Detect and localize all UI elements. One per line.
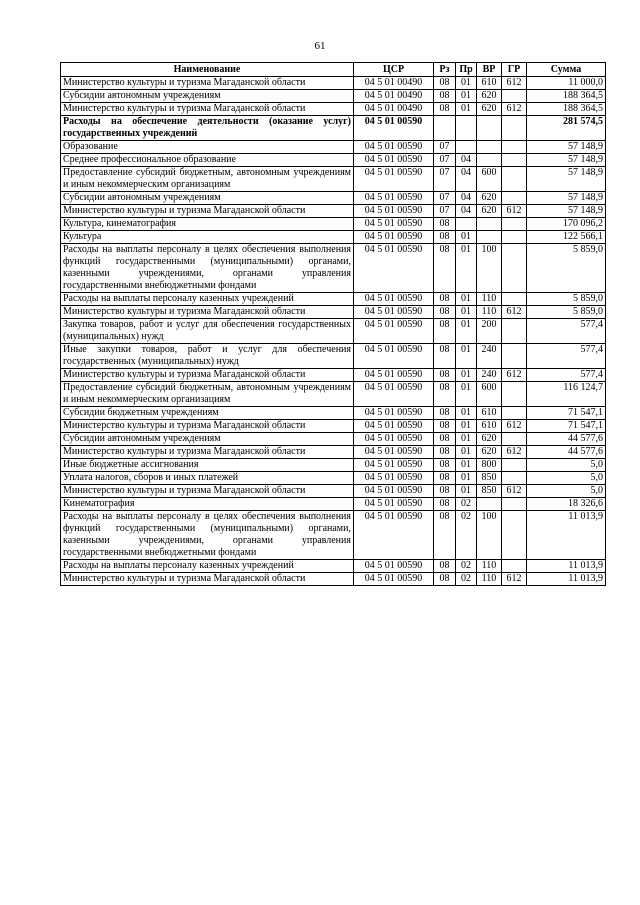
cell-pr: 04: [456, 167, 477, 192]
cell-sum: 57 148,9: [527, 167, 606, 192]
cell-pr: 04: [456, 192, 477, 205]
cell-gr: [502, 244, 527, 293]
cell-vr: 110: [477, 573, 502, 586]
cell-pr: 01: [456, 90, 477, 103]
cell-csr: 04 5 01 00590: [354, 382, 434, 407]
cell-sum: 5,0: [527, 459, 606, 472]
cell-gr: [502, 116, 527, 141]
cell-rz: 08: [434, 446, 456, 459]
cell-sum: 71 547,1: [527, 420, 606, 433]
cell-csr: 04 5 01 00590: [354, 369, 434, 382]
cell-rz: 08: [434, 382, 456, 407]
cell-name: Субсидии автономным учреждениям: [61, 433, 354, 446]
cell-csr: 04 5 01 00590: [354, 319, 434, 344]
cell-sum: 5 859,0: [527, 293, 606, 306]
cell-gr: [502, 511, 527, 560]
cell-rz: [434, 116, 456, 141]
cell-gr: [502, 319, 527, 344]
cell-csr: 04 5 01 00590: [354, 116, 434, 141]
cell-gr: [502, 407, 527, 420]
cell-pr: 01: [456, 420, 477, 433]
cell-vr: 800: [477, 459, 502, 472]
cell-vr: 240: [477, 344, 502, 369]
header-gr: ГР: [502, 63, 527, 77]
cell-vr: 850: [477, 472, 502, 485]
header-name: Наименование: [61, 63, 354, 77]
table-row: [61, 560, 606, 573]
table-row: [61, 167, 606, 192]
cell-name: Субсидии автономным учреждениям: [61, 192, 354, 205]
cell-pr: 01: [456, 103, 477, 116]
table-row: [61, 420, 606, 433]
cell-pr: 01: [456, 369, 477, 382]
cell-rz: 08: [434, 369, 456, 382]
cell-pr: 01: [456, 407, 477, 420]
cell-pr: 01: [456, 344, 477, 369]
table-row: [61, 116, 606, 141]
cell-sum: 281 574,5: [527, 116, 606, 141]
cell-pr: 02: [456, 511, 477, 560]
cell-vr: 100: [477, 511, 502, 560]
cell-pr: 01: [456, 244, 477, 293]
cell-rz: 08: [434, 459, 456, 472]
cell-rz: 08: [434, 433, 456, 446]
table-row: [61, 485, 606, 498]
cell-pr: 01: [456, 306, 477, 319]
cell-pr: 01: [456, 472, 477, 485]
cell-vr: 620: [477, 90, 502, 103]
cell-rz: 07: [434, 167, 456, 192]
cell-sum: 122 566,1: [527, 231, 606, 244]
cell-vr: [477, 218, 502, 231]
cell-vr: 620: [477, 205, 502, 218]
cell-gr: [502, 498, 527, 511]
cell-sum: 5,0: [527, 472, 606, 485]
cell-pr: [456, 116, 477, 141]
cell-csr: 04 5 01 00590: [354, 485, 434, 498]
cell-csr: 04 5 01 00590: [354, 141, 434, 154]
cell-name: Министерство культуры и туризма Магаданской области: [61, 369, 354, 382]
cell-name: Субсидии автономным учреждениям: [61, 90, 354, 103]
cell-pr: 01: [456, 485, 477, 498]
cell-vr: 600: [477, 167, 502, 192]
table-row: [61, 192, 606, 205]
cell-rz: 08: [434, 77, 456, 90]
table-row: [61, 77, 606, 90]
cell-csr: 04 5 01 00590: [354, 167, 434, 192]
cell-csr: 04 5 01 00490: [354, 77, 434, 90]
cell-name: Образование: [61, 141, 354, 154]
header-pr: Пр: [456, 63, 477, 77]
cell-name: Предоставление субсидий бюджетным, автономным учреждениям и иным некоммерческим организациям: [61, 167, 354, 192]
table-row: [61, 369, 606, 382]
cell-name: Субсидии бюджетным учреждениям: [61, 407, 354, 420]
cell-sum: 116 124,7: [527, 382, 606, 407]
cell-name: Расходы на выплаты персоналу в целях обеспечения выполнения функций государственными (муниципальными) органами, казенными учреждениями, органами управления государственными внебюджетными фондами: [61, 511, 354, 560]
cell-gr: [502, 382, 527, 407]
table-row: [61, 459, 606, 472]
cell-csr: 04 5 01 00590: [354, 218, 434, 231]
cell-pr: [456, 218, 477, 231]
cell-rz: 08: [434, 306, 456, 319]
cell-vr: [477, 498, 502, 511]
cell-gr: 612: [502, 573, 527, 586]
table-row: [61, 205, 606, 218]
cell-rz: 08: [434, 511, 456, 560]
cell-rz: 08: [434, 498, 456, 511]
cell-name: Предоставление субсидий бюджетным, автономным учреждениям и иным некоммерческим организациям: [61, 382, 354, 407]
table-row: [61, 141, 606, 154]
cell-vr: [477, 154, 502, 167]
table-row: [61, 472, 606, 485]
cell-vr: [477, 116, 502, 141]
cell-rz: 07: [434, 141, 456, 154]
cell-gr: [502, 90, 527, 103]
cell-pr: 04: [456, 205, 477, 218]
table-body: [61, 77, 606, 586]
table-row: [61, 244, 606, 293]
cell-pr: [456, 141, 477, 154]
cell-rz: 08: [434, 573, 456, 586]
cell-sum: 44 577,6: [527, 433, 606, 446]
cell-name: Расходы на выплаты персоналу казенных учреждений: [61, 293, 354, 306]
cell-pr: 01: [456, 459, 477, 472]
cell-name: Иные бюджетные ассигнования: [61, 459, 354, 472]
cell-gr: [502, 167, 527, 192]
cell-gr: [502, 459, 527, 472]
cell-rz: 08: [434, 420, 456, 433]
cell-csr: 04 5 01 00590: [354, 192, 434, 205]
table-row: [61, 446, 606, 459]
cell-vr: 200: [477, 319, 502, 344]
cell-sum: 577,4: [527, 344, 606, 369]
cell-vr: 850: [477, 485, 502, 498]
cell-vr: 110: [477, 560, 502, 573]
cell-gr: 612: [502, 446, 527, 459]
table-row: [61, 498, 606, 511]
cell-sum: 57 148,9: [527, 192, 606, 205]
cell-name: Министерство культуры и туризма Магаданской области: [61, 77, 354, 90]
cell-vr: 110: [477, 306, 502, 319]
cell-csr: 04 5 01 00590: [354, 420, 434, 433]
cell-pr: 02: [456, 573, 477, 586]
cell-rz: 08: [434, 244, 456, 293]
cell-pr: 02: [456, 560, 477, 573]
cell-name: Расходы на обеспечение деятельности (оказание услуг) государственных учреждений: [61, 116, 354, 141]
cell-sum: 188 364,5: [527, 90, 606, 103]
cell-gr: [502, 433, 527, 446]
cell-name: Министерство культуры и туризма Магаданской области: [61, 485, 354, 498]
cell-rz: 08: [434, 344, 456, 369]
table-row: [61, 319, 606, 344]
cell-vr: 240: [477, 369, 502, 382]
table-row: [61, 218, 606, 231]
cell-vr: 610: [477, 420, 502, 433]
cell-name: Кинематография: [61, 498, 354, 511]
cell-csr: 04 5 01 00590: [354, 573, 434, 586]
cell-sum: 71 547,1: [527, 407, 606, 420]
cell-sum: 5,0: [527, 485, 606, 498]
cell-gr: [502, 141, 527, 154]
cell-csr: 04 5 01 00590: [354, 459, 434, 472]
cell-gr: 612: [502, 306, 527, 319]
cell-gr: 612: [502, 369, 527, 382]
cell-gr: [502, 192, 527, 205]
cell-csr: 04 5 01 00590: [354, 231, 434, 244]
cell-gr: 612: [502, 485, 527, 498]
cell-vr: 110: [477, 293, 502, 306]
cell-gr: [502, 560, 527, 573]
cell-vr: 610: [477, 77, 502, 90]
cell-sum: 11 000,0: [527, 77, 606, 90]
cell-name: Расходы на выплаты персоналу казенных учреждений: [61, 560, 354, 573]
cell-csr: 04 5 01 00590: [354, 205, 434, 218]
cell-name: Министерство культуры и туризма Магаданской области: [61, 103, 354, 116]
table-row: [61, 103, 606, 116]
table-row: [61, 433, 606, 446]
cell-pr: 01: [456, 382, 477, 407]
header-csr: ЦСР: [354, 63, 434, 77]
cell-rz: 08: [434, 485, 456, 498]
cell-rz: 08: [434, 293, 456, 306]
cell-csr: 04 5 01 00590: [354, 344, 434, 369]
cell-gr: [502, 344, 527, 369]
cell-vr: [477, 141, 502, 154]
cell-sum: 5 859,0: [527, 306, 606, 319]
cell-vr: 100: [477, 244, 502, 293]
cell-csr: 04 5 01 00590: [354, 511, 434, 560]
cell-sum: 577,4: [527, 319, 606, 344]
table-row: [61, 293, 606, 306]
cell-name: Уплата налогов, сборов и иных платежей: [61, 472, 354, 485]
cell-gr: [502, 154, 527, 167]
page-number: 61: [314, 40, 326, 52]
cell-csr: 04 5 01 00590: [354, 306, 434, 319]
cell-vr: 620: [477, 446, 502, 459]
table-row: [61, 407, 606, 420]
table-row: [61, 382, 606, 407]
cell-sum: 11 013,9: [527, 511, 606, 560]
cell-vr: [477, 231, 502, 244]
table-row: [61, 344, 606, 369]
cell-sum: 44 577,6: [527, 446, 606, 459]
cell-rz: 08: [434, 231, 456, 244]
table-row: [61, 306, 606, 319]
cell-pr: 01: [456, 446, 477, 459]
cell-pr: 01: [456, 293, 477, 306]
cell-gr: [502, 293, 527, 306]
cell-rz: 08: [434, 218, 456, 231]
budget-table: [60, 62, 606, 586]
cell-csr: 04 5 01 00590: [354, 407, 434, 420]
cell-name: Министерство культуры и туризма Магаданской области: [61, 446, 354, 459]
table-row: [61, 154, 606, 167]
cell-vr: 600: [477, 382, 502, 407]
cell-rz: 07: [434, 192, 456, 205]
cell-rz: 08: [434, 560, 456, 573]
cell-sum: 18 326,6: [527, 498, 606, 511]
cell-csr: 04 5 01 00590: [354, 154, 434, 167]
cell-sum: 188 364,5: [527, 103, 606, 116]
cell-gr: 612: [502, 420, 527, 433]
cell-name: Министерство культуры и туризма Магаданской области: [61, 420, 354, 433]
cell-vr: 620: [477, 192, 502, 205]
cell-rz: 08: [434, 319, 456, 344]
cell-name: Расходы на выплаты персоналу в целях обеспечения выполнения функций государственными (муниципальными) органами, казенными учреждениями, органами управления государственными внебюджетными фондами: [61, 244, 354, 293]
header-row: [61, 63, 606, 77]
cell-name: Закупка товаров, работ и услуг для обеспечения государственных (муниципальных) нужд: [61, 319, 354, 344]
cell-pr: 04: [456, 154, 477, 167]
cell-sum: 11 013,9: [527, 573, 606, 586]
cell-sum: 170 096,2: [527, 218, 606, 231]
cell-csr: 04 5 01 00590: [354, 446, 434, 459]
cell-sum: 11 013,9: [527, 560, 606, 573]
cell-gr: 612: [502, 205, 527, 218]
cell-gr: [502, 231, 527, 244]
cell-csr: 04 5 01 00590: [354, 498, 434, 511]
cell-name: Министерство культуры и туризма Магаданской области: [61, 205, 354, 218]
cell-sum: 57 148,9: [527, 205, 606, 218]
cell-sum: 5 859,0: [527, 244, 606, 293]
cell-gr: 612: [502, 103, 527, 116]
cell-csr: 04 5 01 00490: [354, 90, 434, 103]
cell-sum: 57 148,9: [527, 154, 606, 167]
table-row: [61, 231, 606, 244]
cell-name: Среднее профессиональное образование: [61, 154, 354, 167]
cell-vr: 620: [477, 433, 502, 446]
cell-name: Культура: [61, 231, 354, 244]
cell-sum: 57 148,9: [527, 141, 606, 154]
cell-rz: 08: [434, 103, 456, 116]
table-row: [61, 511, 606, 560]
cell-pr: 01: [456, 77, 477, 90]
cell-name: Министерство культуры и туризма Магаданской области: [61, 573, 354, 586]
cell-vr: 610: [477, 407, 502, 420]
cell-rz: 07: [434, 154, 456, 167]
cell-csr: 04 5 01 00590: [354, 472, 434, 485]
header-rz: Рз: [434, 63, 456, 77]
cell-rz: 08: [434, 472, 456, 485]
cell-name: Иные закупки товаров, работ и услуг для обеспечения государственных (муниципальных) нужд: [61, 344, 354, 369]
cell-csr: 04 5 01 00590: [354, 433, 434, 446]
cell-vr: 620: [477, 103, 502, 116]
cell-rz: 07: [434, 205, 456, 218]
cell-pr: 02: [456, 498, 477, 511]
table-row: [61, 90, 606, 103]
cell-csr: 04 5 01 00590: [354, 560, 434, 573]
cell-csr: 04 5 01 00490: [354, 103, 434, 116]
cell-gr: [502, 472, 527, 485]
cell-pr: 01: [456, 433, 477, 446]
cell-pr: 01: [456, 231, 477, 244]
header-sum: Сумма: [527, 63, 606, 77]
cell-gr: [502, 218, 527, 231]
cell-sum: 577,4: [527, 369, 606, 382]
cell-name: Министерство культуры и туризма Магаданской области: [61, 306, 354, 319]
cell-csr: 04 5 01 00590: [354, 293, 434, 306]
table-row: [61, 573, 606, 586]
cell-gr: 612: [502, 77, 527, 90]
cell-pr: 01: [456, 319, 477, 344]
header-vr: ВР: [477, 63, 502, 77]
cell-rz: 08: [434, 90, 456, 103]
cell-rz: 08: [434, 407, 456, 420]
cell-name: Культура, кинематография: [61, 218, 354, 231]
cell-csr: 04 5 01 00590: [354, 244, 434, 293]
